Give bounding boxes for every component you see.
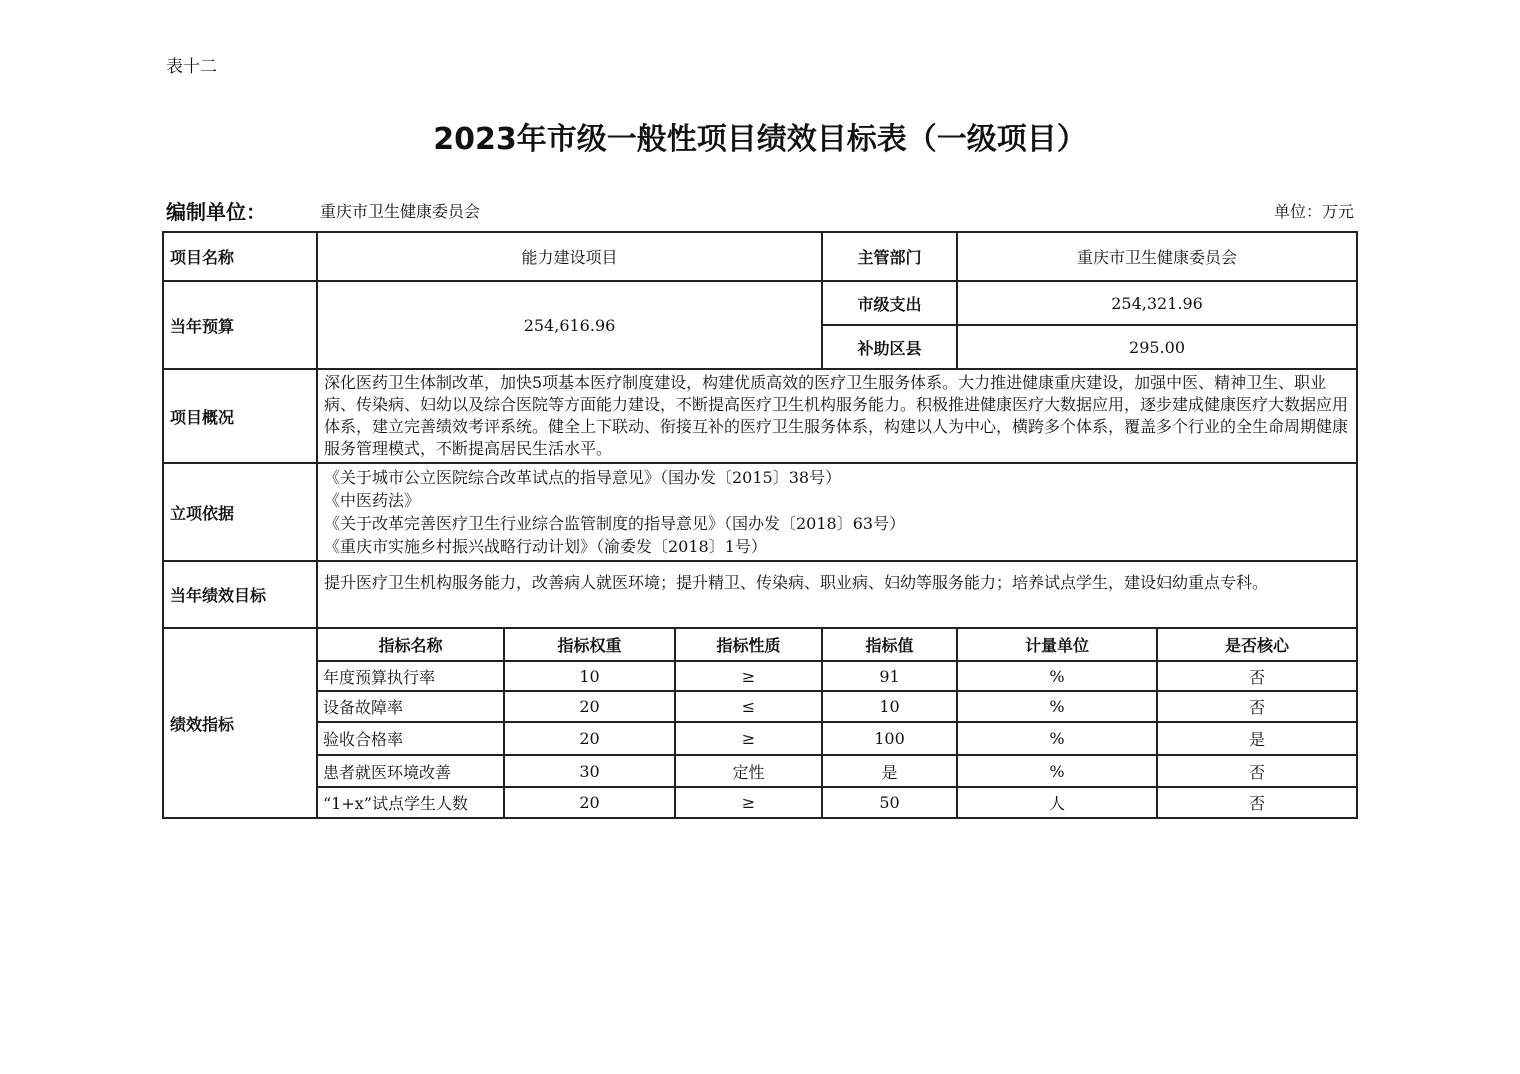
table-row (163, 661, 1357, 691)
table-row (163, 755, 1357, 787)
basis-item: 《重庆市实施乡村振兴战略行动计划》（渝委发〔2018〕1号） (324, 537, 767, 556)
org-label: 编制单位： (166, 200, 266, 224)
indicator-name: “1+x”试点学生人数 (317, 787, 504, 818)
indicator-unit: % (957, 661, 1157, 691)
indicator-value: 10 (822, 691, 957, 722)
header-measure-unit: 计量单位 (957, 628, 1157, 661)
indicator-core: 是 (1157, 722, 1357, 755)
indicator-core: 否 (1157, 661, 1357, 691)
header-indicator-name: 指标名称 (317, 628, 504, 661)
indicator-core: 否 (1157, 755, 1357, 787)
basis-list (317, 463, 1357, 561)
header-indicator-value: 指标值 (822, 628, 957, 661)
indicator-weight: 20 (504, 787, 675, 818)
indicator-name: 验收合格率 (317, 722, 504, 755)
indicator-name: 患者就医环境改善 (317, 755, 504, 787)
indicator-value: 是 (822, 755, 957, 787)
basis-item: 《关于城市公立医院综合改革试点的指导意见》（国办发〔2015〕38号） (324, 468, 842, 487)
indicator-nature: ≥ (675, 787, 822, 818)
org-row (166, 196, 1354, 224)
project-name-label: 项目名称 (163, 232, 317, 281)
basis-label: 立项依据 (163, 463, 317, 561)
indicator-value: 100 (822, 722, 957, 755)
basis-item: 《关于改革完善医疗卫生行业综合监管制度的指导意见》（国办发〔2018〕63号） (324, 514, 906, 533)
table-row (163, 722, 1357, 755)
goal-text: 提升医疗卫生机构服务能力，改善病人就医环境；提升精卫、传染病、职业病、妇幼等服务能力；培养试点学生，建设妇幼重点专科。 (317, 561, 1357, 628)
goal-label: 当年绩效目标 (163, 561, 317, 628)
performance-table (162, 231, 1358, 819)
subsidy-label: 补助区县 (822, 325, 957, 369)
unit-label: 单位：万元 (1273, 202, 1354, 221)
overview-text: 深化医药卫生体制改革，加快5项基本医疗制度建设，构建优质高效的医疗卫生服务体系。大力推进健康重庆建设，加强中医、精神卫生、职业病、传染病、妇幼以及综合医院等方面能力建设，不断提高医疗卫生机构服务能力。积极推进健康医疗大数据应用，逐步建成健康医疗大数据应用体系，建立完善绩效考评系统。健全上下联动、衔接互补的医疗卫生服务体系，构建以人为中心，横跨多个体系，覆盖多个行业的全生命周期健康服务管理模式，不断提高居民生活水平。 (317, 369, 1357, 463)
indicators-label: 绩效指标 (163, 628, 317, 818)
indicator-nature: 定性 (675, 755, 822, 787)
indicator-value: 50 (822, 787, 957, 818)
indicator-name: 年度预算执行率 (317, 661, 504, 691)
basis-item: 《中医药法》 (324, 491, 421, 510)
city-exp-label: 市级支出 (822, 281, 957, 325)
indicator-name: 设备故障率 (317, 691, 504, 722)
overview-label: 项目概况 (163, 369, 317, 463)
page-title: 2023年市级一般性项目绩效目标表（一级项目） (433, 122, 1087, 157)
header-indicator-weight: 指标权重 (504, 628, 675, 661)
indicator-nature: ≥ (675, 661, 822, 691)
indicator-unit: 人 (957, 787, 1157, 818)
subsidy-value: 295.00 (957, 325, 1357, 369)
indicator-unit: % (957, 755, 1157, 787)
indicator-weight: 10 (504, 661, 675, 691)
budget-value: 254,616.96 (317, 281, 822, 369)
header-indicator-nature: 指标性质 (675, 628, 822, 661)
table-number: 表十二 (166, 57, 217, 77)
table-row (163, 691, 1357, 722)
indicator-unit: % (957, 722, 1157, 755)
org-value: 重庆市卫生健康委员会 (320, 202, 481, 221)
budget-label: 当年预算 (163, 281, 317, 369)
indicator-nature: ≥ (675, 722, 822, 755)
indicator-core: 否 (1157, 691, 1357, 722)
indicator-weight: 20 (504, 691, 675, 722)
indicator-weight: 20 (504, 722, 675, 755)
indicator-value: 91 (822, 661, 957, 691)
table-row (163, 787, 1357, 818)
project-name-value: 能力建设项目 (317, 232, 822, 281)
indicator-weight: 30 (504, 755, 675, 787)
dept-label: 主管部门 (822, 232, 957, 281)
city-exp-value: 254,321.96 (957, 281, 1357, 325)
indicator-unit: % (957, 691, 1157, 722)
indicator-core: 否 (1157, 787, 1357, 818)
dept-value: 重庆市卫生健康委员会 (957, 232, 1357, 281)
header-is-core: 是否核心 (1157, 628, 1357, 661)
indicator-nature: ≤ (675, 691, 822, 722)
